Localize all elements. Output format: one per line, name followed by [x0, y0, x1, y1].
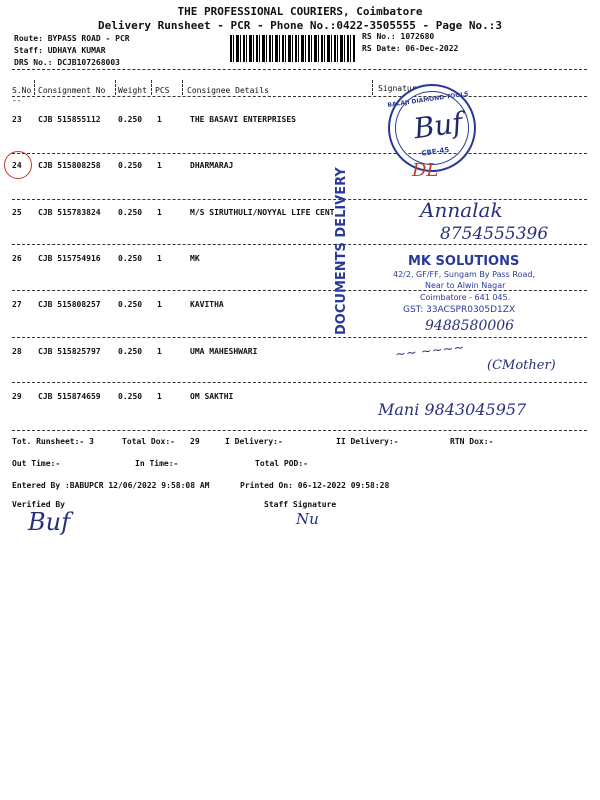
row25-signature: Annalak	[420, 198, 503, 222]
row-divider	[12, 290, 587, 291]
header-divider	[12, 69, 587, 70]
drs-label: DRS No.: DCJB107268003	[14, 58, 120, 67]
col-header-consignee: Consignee Details	[187, 86, 269, 95]
stamp-ring-text: BALAJI DIAMOND TOOLS	[387, 90, 469, 109]
row-consignment: CJB 515855112	[38, 115, 101, 124]
row-pcs: 1	[157, 300, 162, 309]
row-sno: 24	[12, 161, 22, 170]
row-consignee: M/S SIRUTHULI/NOYYAL LIFE CENT	[190, 208, 335, 217]
row25-phone: 8754555396	[440, 224, 549, 244]
col-header-sno: S.No	[12, 86, 32, 95]
stamp-code: CBE-45	[420, 145, 450, 158]
i-delivery: I Delivery:-	[225, 437, 283, 446]
out-time: Out Time:-	[12, 459, 61, 468]
row-pcs: 1	[157, 347, 162, 356]
row-pcs: 1	[157, 254, 162, 263]
row-divider	[12, 430, 587, 431]
row-consignee: DHARMARAJ	[190, 161, 234, 170]
row28-signature: (CMother)	[487, 358, 556, 373]
route-label: Route: BYPASS ROAD - PCR	[14, 34, 130, 43]
staff-label: Staff: UDHAYA KUMAR	[14, 46, 106, 55]
row-divider	[12, 244, 587, 245]
verified-by-signature: Buf	[28, 508, 70, 536]
row-pcs: 1	[157, 208, 162, 217]
row-consignee: UMA MAHESHWARI	[190, 347, 258, 356]
in-time: In Time:-	[135, 459, 179, 468]
col-divider	[34, 80, 35, 95]
row-weight: 0.250	[118, 300, 143, 309]
ii-delivery: II Delivery:-	[336, 437, 399, 446]
row29-signature: Mani 9843045957	[378, 400, 527, 419]
row-consignment: CJB 515754916	[38, 254, 101, 263]
row-consignee: KAVITHA	[190, 300, 224, 309]
row-pcs: 1	[157, 115, 162, 124]
row-weight: 0.250	[118, 115, 143, 124]
document-title: THE PROFESSIONAL COURIERS, Coimbatore	[177, 5, 423, 18]
verified-by-label: Verified By	[12, 500, 65, 509]
mk-stamp-line2: Near to Alwin Nagar	[425, 281, 506, 290]
rs-number: RS No.: 1072680	[362, 32, 435, 41]
col-header-signature: Signature	[378, 84, 422, 93]
document-subtitle: Delivery Runsheet - PCR - Phone No.:0422-3505555 - Page No.:3	[98, 19, 502, 32]
row-consignee: THE BASAVI ENTERPRISES	[190, 115, 296, 124]
documents-delivery-stamp: DOCUMENTS DELIVERY	[334, 167, 349, 335]
col-divider	[182, 80, 183, 95]
row-weight: 0.250	[118, 254, 143, 263]
col-divider	[151, 80, 152, 95]
row-pcs: 1	[157, 161, 162, 170]
row-sno: 27	[12, 300, 22, 309]
row-weight: 0.250	[118, 347, 143, 356]
row-pcs: 1	[157, 392, 162, 401]
row-consignee: OM SAKTHI	[190, 392, 234, 401]
staff-signature: Nu	[296, 510, 319, 528]
entered-by: Entered By :BABUPCR 12/06/2022 9:58:08 AM	[12, 481, 210, 490]
rs-date: RS Date: 06-Dec-2022	[362, 44, 459, 53]
row-consignment: CJB 515874659	[38, 392, 101, 401]
stamp-signature: Buf	[411, 105, 465, 146]
row-sno: 25	[12, 208, 22, 217]
red-circle-mark	[4, 151, 32, 179]
row-consignment: CJB 515783824	[38, 208, 101, 217]
mk-stamp-title: MK SOLUTIONS	[408, 254, 520, 269]
staff-signature-label: Staff Signature	[264, 500, 337, 509]
row-weight: 0.250	[118, 208, 143, 217]
row-divider	[12, 337, 587, 338]
printed-on: Printed On: 06-12-2022 09:58:28	[240, 481, 390, 490]
row-sno: 26	[12, 254, 22, 263]
row26-phone: 9488580006	[425, 318, 515, 334]
column-header-divider	[12, 96, 587, 97]
col-divider	[372, 80, 373, 95]
mk-stamp-line3: Coimbatore - 641 045.	[420, 293, 511, 302]
total-dox-value: 29	[190, 437, 200, 446]
col-divider	[115, 80, 116, 95]
row-consignment: CJB 515825797	[38, 347, 101, 356]
total-dox-label: Total Dox:-	[122, 437, 175, 446]
row-divider	[12, 153, 587, 154]
tot-runsheet: Tot. Runsheet:- 3	[12, 437, 94, 446]
barcode	[230, 35, 355, 62]
rtn-dox: RTN Dox:-	[450, 437, 494, 446]
col-header-pcs: PCS	[155, 86, 170, 95]
col-header-weight: Weight	[118, 86, 147, 95]
row-consignee: MK	[190, 254, 200, 263]
row-consignment: CJB 515808257	[38, 300, 101, 309]
row-weight: 0.250	[118, 392, 143, 401]
col-header-consignment: Consignment No	[38, 86, 106, 95]
mk-stamp-line4: GST: 33ACSPR0305D1ZX	[403, 305, 516, 315]
mk-stamp-line1: 42/2, GF/FF, Sungam By Pass Road,	[393, 270, 535, 279]
col-header-dash: --	[12, 96, 22, 105]
row-weight: 0.250	[118, 161, 143, 170]
row-consignment: CJB 515808258	[38, 161, 101, 170]
row-divider	[12, 382, 587, 383]
row24-signature: DL	[412, 160, 439, 181]
row-sno: 28	[12, 347, 22, 356]
row-sno: 23	[12, 115, 22, 124]
row27-signature-scribble: ~~ ~~~~	[394, 340, 466, 363]
total-pod: Total POD:-	[255, 459, 308, 468]
row-sno: 29	[12, 392, 22, 401]
